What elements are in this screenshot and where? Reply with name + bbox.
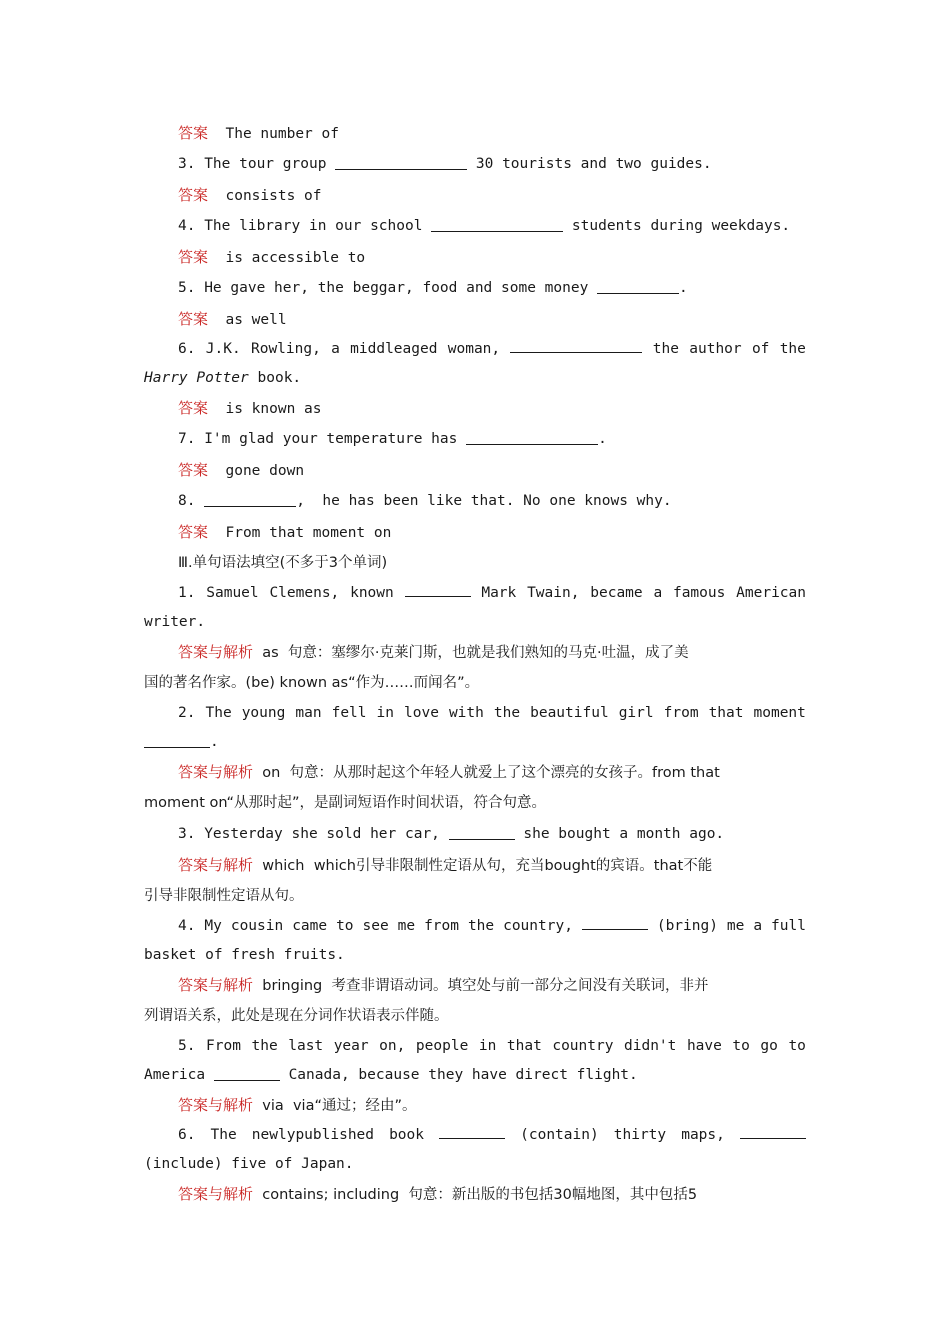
word: year bbox=[333, 1038, 369, 1054]
word: fell bbox=[331, 705, 367, 721]
question-text: . bbox=[598, 431, 607, 447]
word: thirty bbox=[613, 1127, 667, 1143]
fill-blank[interactable] bbox=[740, 1121, 806, 1139]
word: in bbox=[376, 705, 394, 721]
grammar-6-line-1 bbox=[144, 1121, 806, 1150]
word: 4. bbox=[178, 918, 196, 934]
grammar-6-line-2: (include) five of Japan. bbox=[144, 1156, 354, 1172]
grammar-5-line-1 bbox=[144, 1032, 806, 1061]
grammar-6-analysis bbox=[144, 1179, 806, 1210]
question-text: The tour group bbox=[204, 156, 327, 172]
word: country, bbox=[503, 918, 573, 934]
question-text: I'm glad your temperature has bbox=[204, 431, 458, 447]
grammar-2-analysis-line-1 bbox=[144, 757, 806, 788]
word: last bbox=[288, 1038, 324, 1054]
question-5 bbox=[144, 273, 806, 304]
analysis-text: which引导非限制性定语从句，充当bought的宾语。that不能 bbox=[313, 858, 713, 874]
word: didn't bbox=[624, 1038, 677, 1054]
grammar-3-analysis-line-1 bbox=[144, 850, 806, 881]
answer-line-5 bbox=[144, 304, 806, 335]
answer-text: as well bbox=[225, 312, 287, 328]
fill-blank[interactable] bbox=[405, 579, 471, 597]
question-text: students during weekdays. bbox=[571, 218, 791, 234]
word: beautiful bbox=[530, 705, 609, 721]
grammar-2-line-2 bbox=[144, 728, 806, 757]
question-number: 3. bbox=[178, 156, 196, 172]
answer-text: is known as bbox=[225, 401, 322, 417]
word: cousin bbox=[230, 918, 284, 934]
answer-text: is accessible to bbox=[225, 250, 366, 266]
grammar-4-analysis-line-2: 列谓语关系，此处是现在分词作状语表示伴随。 bbox=[144, 1008, 449, 1024]
answer-text: contains; including bbox=[262, 1187, 400, 1203]
question-6-line-2 bbox=[144, 364, 806, 393]
answer-text: gone down bbox=[225, 463, 305, 479]
answer-label: 答案 bbox=[178, 310, 209, 328]
grammar-4-analysis-line-1 bbox=[144, 970, 806, 1001]
answer-line-4 bbox=[144, 242, 806, 273]
answer-label: 答案 bbox=[178, 523, 209, 541]
question-number: 8. bbox=[178, 493, 196, 509]
word: love bbox=[404, 705, 439, 721]
question-text: she bought a month ago. bbox=[523, 826, 725, 842]
answer-label: 答案 bbox=[178, 399, 209, 417]
answer-text: bringing bbox=[262, 978, 323, 994]
fill-blank[interactable] bbox=[439, 1121, 505, 1139]
word: 2. bbox=[178, 705, 196, 721]
question-number: 3. bbox=[178, 826, 196, 842]
word: 1. bbox=[178, 585, 196, 601]
grammar-2-line-1 bbox=[144, 699, 806, 728]
word: the bbox=[652, 341, 679, 357]
word: full bbox=[771, 918, 806, 934]
question-text: The library in our school bbox=[204, 218, 423, 234]
analysis-label: 答案与解析 bbox=[178, 1185, 254, 1203]
question-text: . bbox=[679, 280, 688, 296]
word: newlypublished bbox=[251, 1127, 375, 1143]
answer-text: which bbox=[262, 858, 305, 874]
question-text: America bbox=[144, 1067, 206, 1083]
question-text: Yesterday she sold her car, bbox=[204, 826, 440, 842]
grammar-1-line-2: writer. bbox=[144, 614, 206, 630]
fill-blank[interactable] bbox=[466, 427, 598, 445]
answer-line-2 bbox=[144, 118, 806, 149]
answer-line-3 bbox=[144, 180, 806, 211]
answer-text: consists of bbox=[225, 188, 322, 204]
word: book bbox=[389, 1127, 424, 1143]
answer-text: From that moment on bbox=[225, 525, 392, 541]
question-number: 5. bbox=[178, 280, 196, 296]
question-6-line-1 bbox=[144, 335, 806, 364]
analysis-text: via“通过；经由”。 bbox=[292, 1098, 417, 1114]
grammar-4-line-2: basket of fresh fruits. bbox=[144, 947, 345, 963]
question-number: 4. bbox=[178, 218, 196, 234]
answer-label: 答案 bbox=[178, 461, 209, 479]
word: (bring) bbox=[656, 918, 718, 934]
fill-blank[interactable] bbox=[449, 822, 515, 840]
word: came bbox=[292, 918, 328, 934]
answer-line-7 bbox=[144, 455, 806, 486]
word: From bbox=[206, 1038, 241, 1054]
question-number: 7. bbox=[178, 431, 196, 447]
word: maps, bbox=[681, 1127, 725, 1143]
word: man bbox=[295, 705, 322, 721]
question-text: He gave her, the beggar, food and some money bbox=[204, 280, 589, 296]
section-3-title: Ⅲ.单句语法填空(不多于3个单词) bbox=[178, 555, 388, 571]
word: middleaged bbox=[350, 341, 438, 357]
analysis-label: 答案与解析 bbox=[178, 1096, 254, 1114]
word: the bbox=[493, 705, 521, 721]
analysis-label: 答案与解析 bbox=[178, 763, 254, 781]
fill-blank[interactable] bbox=[144, 730, 210, 748]
word: girl bbox=[618, 705, 654, 721]
grammar-3-analysis-line-2: 引导非限制性定语从句。 bbox=[144, 888, 304, 904]
word: the bbox=[467, 918, 495, 934]
analysis-text: 考查非谓语动词。填空处与前一部分之间没有关联词，非并 bbox=[331, 978, 709, 994]
question-4 bbox=[144, 211, 806, 242]
word: on, bbox=[379, 1038, 406, 1054]
word: that bbox=[506, 1038, 542, 1054]
question-text: . bbox=[210, 734, 219, 750]
word: from bbox=[424, 918, 459, 934]
word: to bbox=[788, 1038, 806, 1054]
word: from bbox=[663, 705, 699, 721]
word: with bbox=[448, 705, 484, 721]
question-7 bbox=[144, 424, 806, 455]
fill-blank[interactable] bbox=[335, 152, 467, 170]
word: known bbox=[350, 585, 394, 601]
word: Samuel bbox=[206, 585, 259, 601]
word: became bbox=[590, 585, 643, 601]
word: see bbox=[362, 918, 389, 934]
answer-line-8 bbox=[144, 517, 806, 548]
word: The bbox=[205, 705, 232, 721]
word: people bbox=[415, 1038, 469, 1054]
grammar-2-analysis-line-2: moment on“从那时起”，是副词短语作时间状语，符合句意。 bbox=[144, 795, 547, 811]
word: famous bbox=[672, 585, 726, 601]
word: Twain, bbox=[527, 585, 580, 601]
fill-blank[interactable] bbox=[214, 1063, 280, 1081]
answer-text: as bbox=[262, 645, 279, 661]
word: Mark bbox=[481, 585, 517, 601]
analysis-text: 句意：新出版的书包括30幅地图，其中包括5 bbox=[408, 1187, 698, 1203]
answer-label: 答案 bbox=[178, 124, 209, 142]
fill-blank[interactable] bbox=[597, 276, 679, 294]
word: The bbox=[210, 1127, 237, 1143]
question-text: , he has been like that. No one knows why. bbox=[296, 493, 672, 509]
book-title: Harry Potter bbox=[144, 370, 249, 386]
word: of bbox=[751, 341, 770, 357]
analysis-label: 答案与解析 bbox=[178, 856, 254, 874]
question-8 bbox=[144, 486, 806, 517]
word: to bbox=[732, 1038, 750, 1054]
worksheet-page bbox=[144, 118, 806, 1210]
word: that bbox=[708, 705, 744, 721]
fill-blank[interactable] bbox=[510, 335, 642, 353]
word: (contain) bbox=[520, 1127, 599, 1143]
word: the bbox=[779, 341, 806, 357]
word: young bbox=[241, 705, 286, 721]
grammar-5-analysis bbox=[144, 1090, 806, 1121]
grammar-4-line-1 bbox=[144, 912, 806, 941]
word: 6. bbox=[178, 341, 196, 357]
fill-blank[interactable] bbox=[204, 489, 296, 507]
grammar-1-analysis-line-2: 国的著名作家。(be) known as“作为……而闻名”。 bbox=[144, 675, 480, 691]
word: J.K. bbox=[205, 341, 241, 357]
question-text: Canada, because they have direct flight. bbox=[288, 1067, 638, 1083]
fill-blank[interactable] bbox=[431, 214, 563, 232]
word: author bbox=[689, 341, 742, 357]
grammar-3 bbox=[144, 819, 806, 850]
word: American bbox=[736, 585, 806, 601]
word: 6. bbox=[178, 1127, 196, 1143]
word: a bbox=[331, 341, 340, 357]
grammar-5-line-2 bbox=[144, 1061, 806, 1090]
analysis-label: 答案与解析 bbox=[178, 976, 254, 994]
answer-label: 答案 bbox=[178, 248, 209, 266]
word: the bbox=[251, 1038, 278, 1054]
word: woman, bbox=[447, 341, 501, 357]
word: Clemens, bbox=[269, 585, 340, 601]
answer-text: The number of bbox=[225, 126, 339, 142]
question-text: 30 tourists and two guides. bbox=[475, 156, 712, 172]
word: 5. bbox=[178, 1038, 196, 1054]
word: moment bbox=[753, 705, 806, 721]
word: a bbox=[653, 585, 663, 601]
word: country bbox=[552, 1038, 614, 1054]
analysis-text: 句意：塞缪尔·克莱门斯，也就是我们熟知的马克·吐温，成了美 bbox=[287, 645, 689, 661]
question-text: book. bbox=[257, 370, 302, 386]
word: a bbox=[753, 918, 763, 934]
word: in bbox=[478, 1038, 497, 1054]
answer-label: 答案 bbox=[178, 186, 209, 204]
word: to bbox=[336, 918, 354, 934]
word: have bbox=[686, 1038, 722, 1054]
analysis-text: 句意：从那时起这个年轻人就爱上了这个漂亮的女孩子。from that bbox=[289, 765, 720, 781]
answer-text: via bbox=[262, 1098, 284, 1114]
answer-line-6 bbox=[144, 393, 806, 424]
analysis-label: 答案与解析 bbox=[178, 643, 254, 661]
question-3 bbox=[144, 149, 806, 180]
fill-blank[interactable] bbox=[582, 912, 648, 930]
word: me bbox=[397, 918, 416, 934]
grammar-1-analysis-line-1 bbox=[144, 637, 806, 668]
word: My bbox=[204, 918, 222, 934]
grammar-1-line-1 bbox=[144, 579, 806, 608]
word: go bbox=[760, 1038, 778, 1054]
answer-text: on bbox=[262, 765, 281, 781]
word: Rowling, bbox=[250, 341, 321, 357]
word: me bbox=[726, 918, 745, 934]
